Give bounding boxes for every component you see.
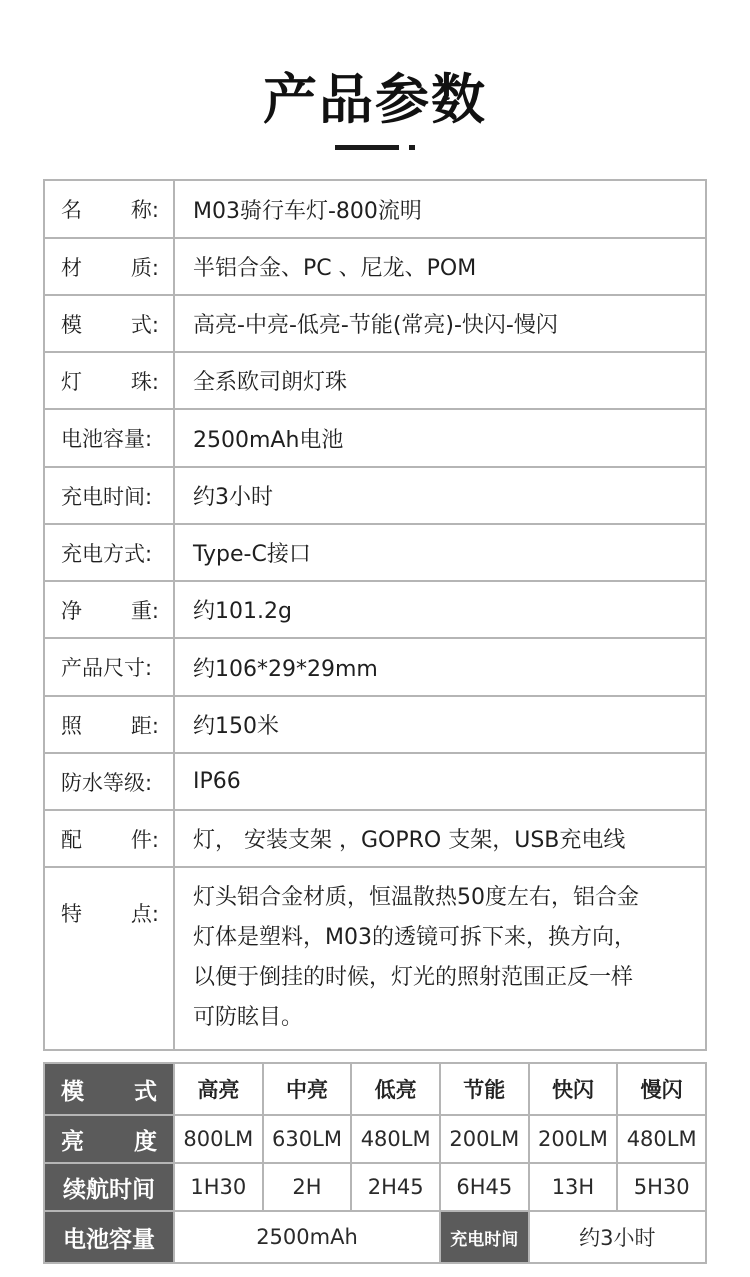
mode-cell: 节能 <box>440 1063 529 1115</box>
param-value: M03骑行车灯-800流明 <box>174 180 706 238</box>
runtime-cell: 13H <box>529 1163 618 1211</box>
param-label: 净 重: <box>44 581 174 638</box>
param-row <box>44 524 706 581</box>
title-underline-dot <box>409 145 415 150</box>
modes-table <box>43 1062 707 1264</box>
battery-row <box>44 1211 706 1263</box>
param-value: 约106*29*29mm <box>174 638 706 696</box>
param-row <box>44 295 706 352</box>
param-row <box>44 352 706 409</box>
mode-cell: 快闪 <box>529 1063 618 1115</box>
param-row <box>44 810 706 867</box>
param-value: 灯， 安装支架 ，GOPRO 支架，USB充电线 <box>174 810 706 867</box>
mode-cell: 慢闪 <box>617 1063 706 1115</box>
param-label: 模 式: <box>44 295 174 352</box>
param-label: 照 距: <box>44 696 174 753</box>
param-row <box>44 581 706 638</box>
feature-row <box>44 867 706 1050</box>
modes-header-row <box>44 1063 706 1115</box>
param-label: 充电时间: <box>44 467 174 524</box>
brightness-label: 亮 度 <box>44 1115 174 1163</box>
charge-label: 充电时间 <box>440 1211 529 1263</box>
brightness-cell: 480LM <box>351 1115 440 1163</box>
param-value: 半铝合金、PC 、尼龙、POM <box>174 238 706 295</box>
feature-text: 灯头铝合金材质，恒温散热50度左右，铝合金 灯体是塑料，M03的透镜可拆下来，换方向， 以便于倒挂的时候，灯光的照射范围正反一样 可防眩目。 <box>193 884 639 1030</box>
param-label: 产品尺寸: <box>44 638 174 696</box>
brightness-cell: 200LM <box>440 1115 529 1163</box>
param-row <box>44 753 706 810</box>
runtime-label: 续航时间 <box>44 1163 174 1211</box>
param-row <box>44 238 706 295</box>
title-underline <box>335 145 399 150</box>
runtime-cell: 6H45 <box>440 1163 529 1211</box>
charge-value: 约3小时 <box>529 1211 706 1263</box>
param-value: IP66 <box>174 753 706 810</box>
mode-cell: 高亮 <box>174 1063 263 1115</box>
param-value: 约101.2g <box>174 581 706 638</box>
runtime-cell: 5H30 <box>617 1163 706 1211</box>
param-label: 灯 珠: <box>44 352 174 409</box>
brightness-row <box>44 1115 706 1163</box>
brightness-cell: 200LM <box>529 1115 618 1163</box>
mode-cell: 中亮 <box>263 1063 352 1115</box>
param-label: 材 质: <box>44 238 174 295</box>
battery-value: 2500mAh <box>174 1211 440 1263</box>
runtime-cell: 2H <box>263 1163 352 1211</box>
param-value: Type-C接口 <box>174 524 706 581</box>
mode-cell: 低亮 <box>351 1063 440 1115</box>
param-label: 充电方式: <box>44 524 174 581</box>
param-label: 防水等级: <box>44 753 174 810</box>
runtime-cell: 1H30 <box>174 1163 263 1211</box>
param-row <box>44 180 706 238</box>
param-row <box>44 696 706 753</box>
param-value: 全系欧司朗灯珠 <box>174 352 706 409</box>
feature-label: 特 点: <box>44 867 174 1050</box>
feature-value <box>174 867 706 1050</box>
param-row <box>44 638 706 696</box>
battery-label: 电池容量 <box>44 1211 174 1263</box>
brightness-cell: 800LM <box>174 1115 263 1163</box>
param-row <box>44 409 706 467</box>
param-label: 配 件: <box>44 810 174 867</box>
params-table <box>43 179 707 1051</box>
param-label: 名 称: <box>44 180 174 238</box>
page-title: 产品参数 <box>263 68 487 131</box>
param-label: 电池容量: <box>44 409 174 467</box>
runtime-cell: 2H45 <box>351 1163 440 1211</box>
param-value: 高亮-中亮-低亮-节能(常亮)-快闪-慢闪 <box>174 295 706 352</box>
brightness-cell: 630LM <box>263 1115 352 1163</box>
runtime-row <box>44 1163 706 1211</box>
param-value: 约3小时 <box>174 467 706 524</box>
param-value: 2500mAh电池 <box>174 409 706 467</box>
param-value: 约150米 <box>174 696 706 753</box>
brightness-cell: 480LM <box>617 1115 706 1163</box>
param-row <box>44 467 706 524</box>
mode-label: 模 式 <box>44 1063 174 1115</box>
